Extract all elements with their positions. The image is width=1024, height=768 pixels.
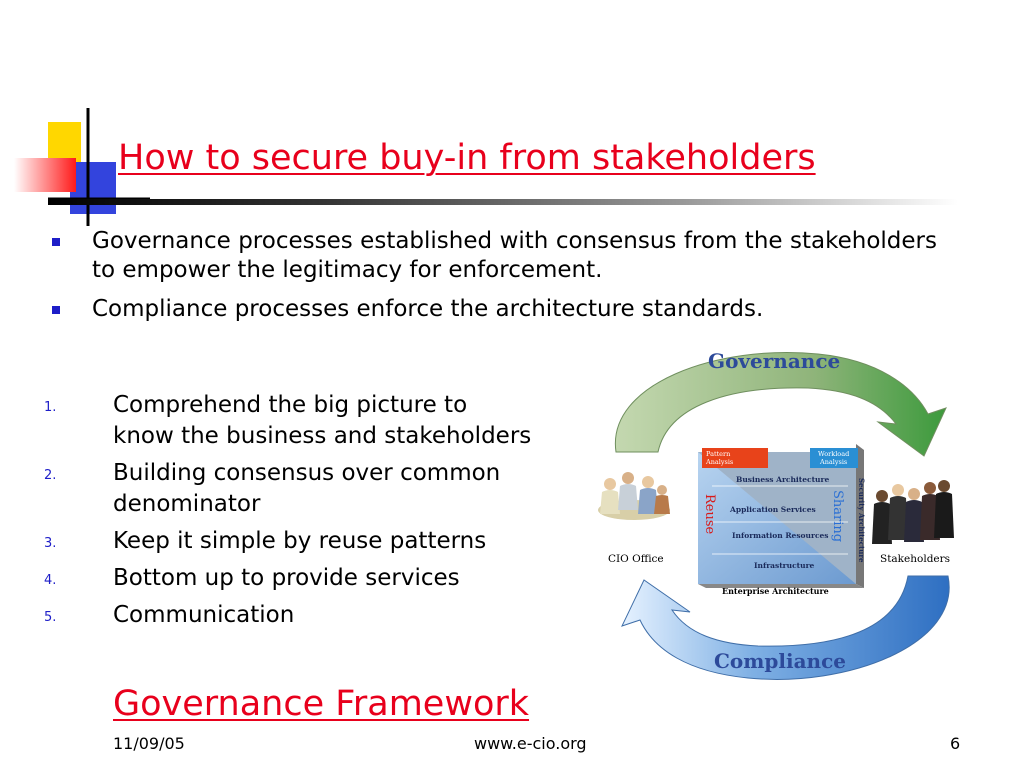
reuse-label: Reuse	[702, 494, 717, 535]
pattern-analysis-label-line1: Pattern	[706, 450, 731, 458]
layer-information-resources: Information Resources	[732, 531, 829, 540]
bullet-text: Governance processes established with consensus from the stakeholders to empower the legitimacy for enforcement.	[92, 228, 937, 283]
governance-framework-link[interactable]: Governance Framework	[113, 684, 530, 724]
footer-date: 11/09/05	[113, 734, 185, 753]
footer-site: www.e-cio.org	[474, 734, 587, 753]
workload-analysis-label-line1: Workload	[818, 450, 850, 458]
bullet-list	[52, 227, 937, 334]
pattern-analysis-label-line2: Analysis	[706, 458, 734, 466]
layer-infrastructure: Infrastructure	[754, 561, 815, 570]
cio-office-label: CIO Office	[608, 553, 664, 565]
numbered-item	[44, 390, 584, 452]
numbered-list	[44, 390, 584, 637]
footer-page-number: 6	[950, 734, 961, 753]
bullet-text: Compliance processes enforce the architecture standards.	[92, 296, 764, 322]
security-architecture-label: Security Architecture	[857, 478, 866, 563]
layer-business-architecture: Business Architecture	[736, 475, 830, 484]
stakeholders-label: Stakeholders	[880, 553, 951, 565]
governance-label: Governance	[708, 349, 841, 373]
title-divider	[48, 199, 958, 205]
numbered-item	[44, 526, 584, 557]
item-text: Communication	[113, 602, 295, 628]
slide-title: How to secure buy-in from stakeholders	[118, 138, 816, 178]
item-number: 3.	[44, 536, 57, 551]
item-text: Bottom up to provide services	[113, 565, 460, 591]
item-text: Building consensus over common denominator	[113, 460, 501, 517]
bullet-item	[52, 227, 937, 285]
enterprise-architecture-label: Enterprise Architecture	[722, 586, 829, 596]
item-number: 1.	[44, 400, 57, 415]
item-number: 5.	[44, 610, 57, 625]
numbered-item	[44, 600, 584, 631]
workload-analysis-label-line2: Analysis	[820, 458, 848, 466]
compliance-label: Compliance	[714, 649, 847, 673]
item-text: Comprehend the big picture to know the business and stakeholders	[113, 392, 532, 449]
item-number: 4.	[44, 573, 57, 588]
item-number: 2.	[44, 468, 57, 483]
governance-compliance-diagram	[588, 344, 980, 688]
layer-application-services: Application Services	[730, 505, 816, 514]
bullet-item	[52, 295, 937, 324]
square-bullet-icon	[52, 238, 60, 246]
numbered-item	[44, 458, 584, 520]
square-bullet-icon	[52, 306, 60, 314]
item-text: Keep it simple by reuse patterns	[113, 528, 487, 554]
numbered-item	[44, 563, 584, 594]
sharing-label: Sharing	[830, 490, 845, 543]
